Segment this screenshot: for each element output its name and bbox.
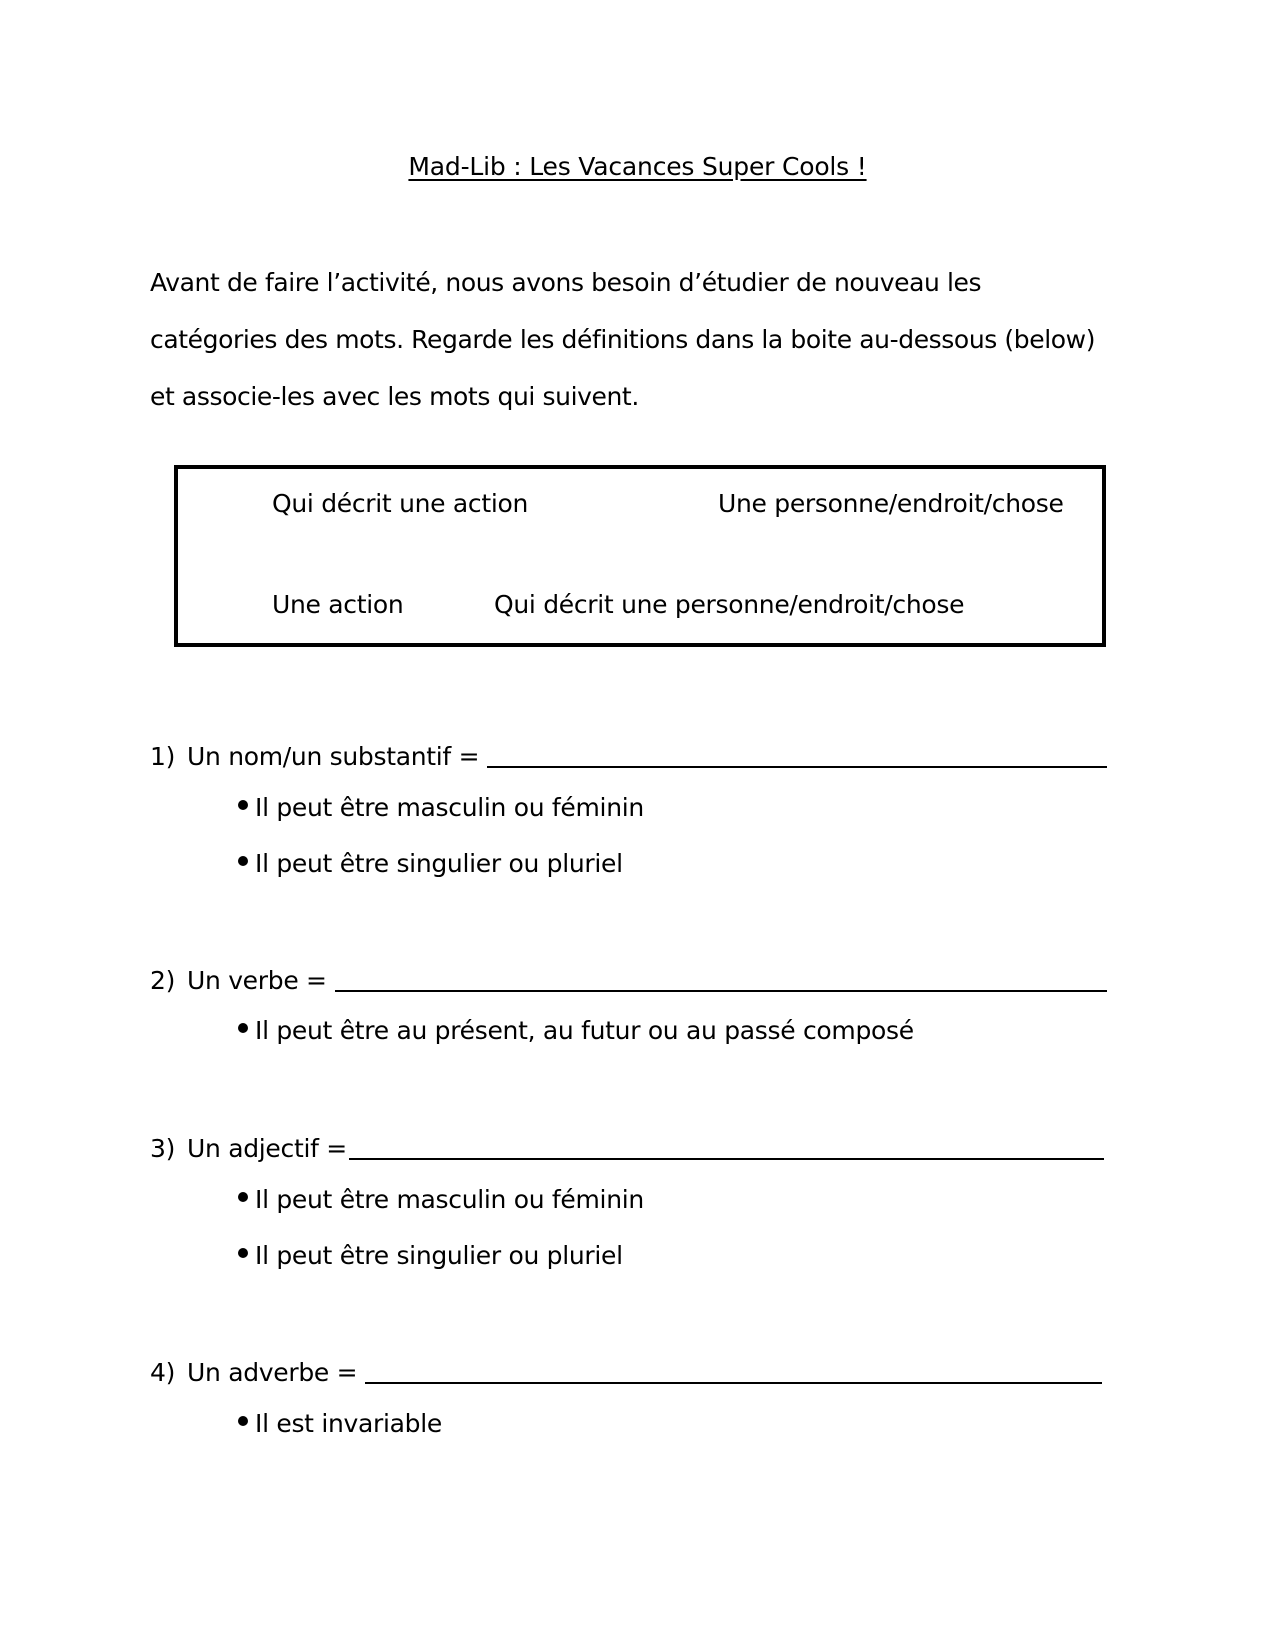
- bullet-text: Il peut être masculin ou féminin: [255, 793, 644, 822]
- question-number: 4): [150, 1358, 176, 1387]
- list-item: [238, 1016, 914, 1045]
- answer-blank[interactable]: [349, 1132, 1104, 1160]
- bullet-text: Il est invariable: [255, 1409, 442, 1438]
- question-label: Un nom/un substantif =: [187, 742, 480, 771]
- bullet-icon: [238, 800, 248, 810]
- bullet-text: Il peut être singulier ou pluriel: [255, 1241, 623, 1270]
- bullet-icon: [238, 1023, 248, 1033]
- bullet-icon: [238, 1192, 248, 1202]
- list-item: [238, 849, 623, 878]
- definition-action: Une action: [272, 590, 404, 619]
- bullet-text: Il peut être singulier ou pluriel: [255, 849, 623, 878]
- question-number: 3): [150, 1134, 176, 1163]
- answer-blank[interactable]: [365, 1356, 1102, 1384]
- question-label: Un adjectif =: [187, 1134, 347, 1163]
- page-title: Mad-Lib : Les Vacances Super Cools !: [408, 152, 867, 181]
- bullet-text: Il peut être au présent, au futur ou au passé composé: [255, 1016, 914, 1045]
- list-item: [238, 1409, 442, 1438]
- question-3: [150, 1129, 1104, 1163]
- question-1: [150, 737, 1107, 771]
- bullet-icon: [238, 1416, 248, 1426]
- answer-blank[interactable]: [335, 964, 1107, 992]
- answer-blank[interactable]: [487, 740, 1107, 768]
- bullet-icon: [238, 1248, 248, 1258]
- intro-line-3: et associe-les avec les mots qui suivent.: [150, 382, 639, 411]
- bullet-text: Il peut être masculin ou féminin: [255, 1185, 644, 1214]
- question-label: Un adverbe =: [187, 1358, 358, 1387]
- intro-paragraph: [150, 254, 1150, 425]
- question-number: 2): [150, 966, 176, 995]
- definitions-box: [174, 465, 1106, 647]
- list-item: [238, 1241, 623, 1270]
- list-item: [238, 1185, 644, 1214]
- intro-line-2: catégories des mots. Regarde les définitions dans la boite au-dessous (below): [150, 325, 1096, 354]
- question-number: 1): [150, 742, 176, 771]
- list-item: [238, 793, 644, 822]
- question-2: [150, 961, 1107, 995]
- definition-describes-person-place-thing: Qui décrit une personne/endroit/chose: [494, 590, 965, 619]
- intro-line-1: Avant de faire l’activité, nous avons besoin d’étudier de nouveau les: [150, 268, 982, 297]
- definition-person-place-thing: Une personne/endroit/chose: [718, 489, 1064, 518]
- definition-describes-action: Qui décrit une action: [272, 489, 529, 518]
- bullet-icon: [238, 856, 248, 866]
- question-4: [150, 1353, 1102, 1387]
- question-label: Un verbe =: [187, 966, 327, 995]
